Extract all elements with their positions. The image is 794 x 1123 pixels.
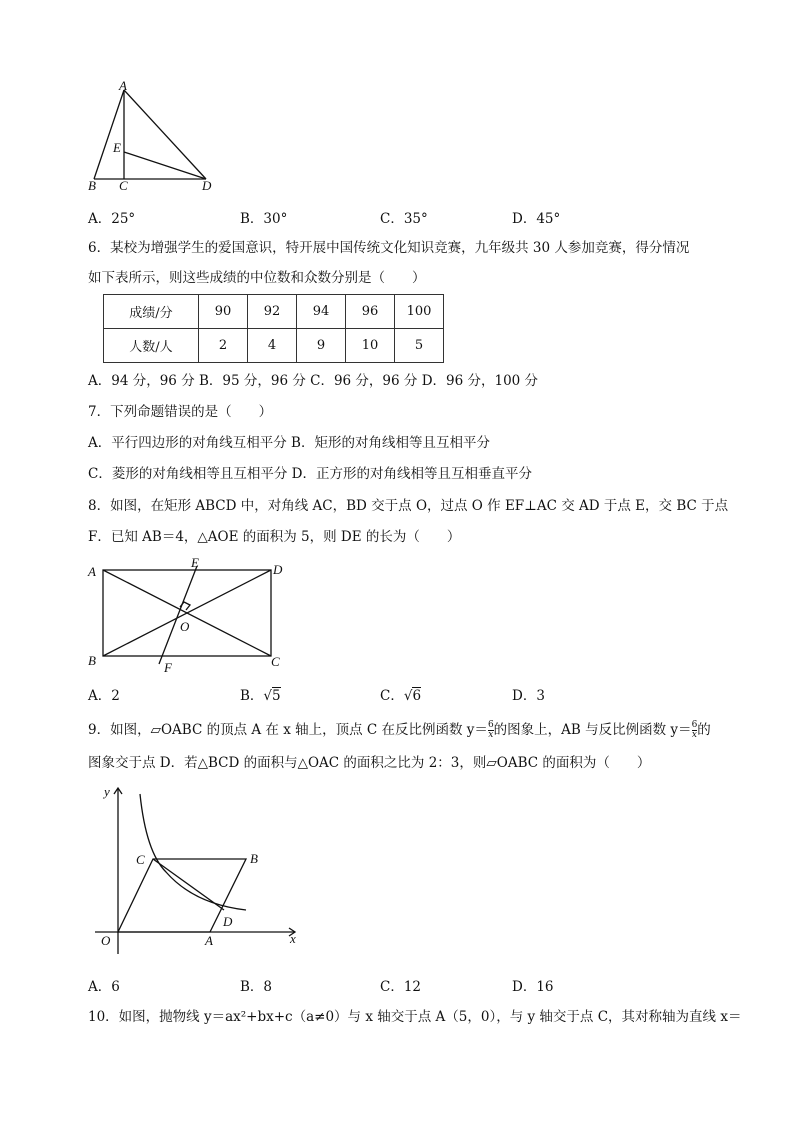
table-cell: 4 bbox=[248, 329, 297, 363]
q8-right-angle-mark bbox=[180, 602, 190, 610]
q8-rectangle-figure bbox=[82, 556, 292, 674]
q9-label-a: A bbox=[205, 933, 213, 948]
q5-option-b: B．30° bbox=[240, 211, 288, 227]
q5-label-d: D bbox=[202, 178, 212, 193]
q5-line-ab bbox=[94, 90, 124, 179]
q8-option-c bbox=[380, 684, 421, 704]
q9-stem-part3: 的 bbox=[697, 722, 711, 738]
q5-option-c: C．35° bbox=[380, 211, 428, 227]
q8-option-c-radicand: 6 bbox=[412, 688, 422, 704]
q5-label-e: E bbox=[113, 140, 121, 155]
table-cell: 9 bbox=[297, 329, 346, 363]
table-cell: 5 bbox=[395, 329, 444, 363]
q8-option-a: A．2 bbox=[88, 688, 120, 704]
q6-stem-line1: 6．某校为增强学生的爱国意识，特开展中国传统文化知识竞赛，九年级共 30 人参加竞赛，得分情况 bbox=[88, 240, 690, 256]
q8-option-b-label: B． bbox=[240, 688, 264, 704]
q9-stem-part1: 9．如图，▱OABC 的顶点 A 在 x 轴上，顶点 C 在反比例函数 y＝ bbox=[88, 722, 488, 738]
q5-option-a: A．25° bbox=[88, 211, 136, 227]
q9-option-d: D．16 bbox=[512, 979, 554, 995]
q9-frac2-den: x bbox=[691, 730, 697, 740]
q8-label-f: F bbox=[164, 660, 172, 674]
q8-option-d: D．3 bbox=[512, 688, 545, 704]
sqrt-icon: √ bbox=[263, 688, 273, 704]
q9-stem-part2: 的图象上，AB 与反比例函数 y＝ bbox=[493, 722, 692, 738]
q8-label-d: D bbox=[273, 562, 283, 577]
q9-label-d: D bbox=[223, 914, 233, 929]
q8-label-c: C bbox=[271, 654, 280, 669]
table-row bbox=[104, 329, 444, 363]
q8-label-b: B bbox=[88, 653, 96, 668]
q9-option-a: A．6 bbox=[88, 979, 120, 995]
table-cell: 成绩/分 bbox=[104, 295, 199, 329]
q9-label-b: B bbox=[250, 851, 258, 866]
table-cell: 94 bbox=[297, 295, 346, 329]
q10-stem-line1: 10．如图，抛物线 y＝ax²+bx+c（a≠0）与 x 轴交于点 A（5，0），与 y 轴交于点 C，其对称轴为直线 x＝ bbox=[88, 1009, 742, 1025]
q6-stem-line2: 如下表所示，则这些成绩的中位数和众数分别是（ ） bbox=[88, 270, 426, 286]
table-cell: 100 bbox=[395, 295, 444, 329]
q9-label-c: C bbox=[136, 852, 145, 867]
q6-options: A．94 分，96 分 B．95 分，96 分 C．96 分，96 分 D．96 分，100 分 bbox=[88, 373, 539, 389]
q7-stem: 7．下列命题错误的是（ ） bbox=[88, 404, 273, 420]
q9-frac2-num: 6 bbox=[691, 720, 698, 730]
q8-label-o: O bbox=[180, 619, 190, 634]
table-row bbox=[104, 295, 444, 329]
q8-label-e: E bbox=[191, 556, 199, 570]
table-cell: 2 bbox=[199, 329, 248, 363]
q9-parallelogram-figure bbox=[90, 782, 310, 957]
q7-options-line1: A．平行四边形的对角线互相平分 B．矩形的对角线相等且互相平分 bbox=[88, 435, 490, 451]
q8-option-b bbox=[240, 684, 281, 704]
q7-options-line2: C．菱形的对角线相等且互相平分 D．正方形的对角线相等且互相垂直平分 bbox=[88, 466, 532, 482]
q9-frac1-den: x bbox=[488, 730, 494, 740]
table-cell: 96 bbox=[346, 295, 395, 329]
q8-option-b-radicand: 5 bbox=[272, 688, 281, 704]
q5-option-d: D．45° bbox=[512, 211, 561, 227]
q9-label-y: y bbox=[104, 784, 110, 799]
q5-label-b: B bbox=[88, 178, 96, 193]
q9-label-o: O bbox=[101, 933, 111, 948]
table-cell: 人数/人 bbox=[104, 329, 199, 363]
q5-label-c: C bbox=[119, 178, 128, 193]
q9-frac1-num: 6 bbox=[487, 720, 494, 730]
q9-label-x: x bbox=[290, 931, 296, 946]
q9-option-c: C．12 bbox=[380, 979, 422, 995]
q8-stem-line1: 8．如图，在矩形 ABCD 中，对角线 AC，BD 交于点 O，过点 O 作 EF⊥AC 交 AD 于点 E，交 BC 于点 bbox=[88, 498, 729, 514]
table-cell: 92 bbox=[248, 295, 297, 329]
q5-triangle-figure bbox=[80, 80, 220, 195]
q9-stem-line1 bbox=[88, 720, 711, 740]
q8-option-c-label: C． bbox=[380, 688, 404, 704]
sqrt-icon: √ bbox=[403, 688, 413, 704]
table-cell: 90 bbox=[199, 295, 248, 329]
q5-label-a: A bbox=[119, 80, 127, 93]
q8-label-a: A bbox=[88, 564, 96, 579]
q9-option-b: B．8 bbox=[240, 979, 273, 995]
table-cell: 10 bbox=[346, 329, 395, 363]
q6-score-table bbox=[103, 294, 444, 363]
q8-stem-line2: F．已知 AB＝4，△AOE 的面积为 5，则 DE 的长为（ ） bbox=[88, 529, 461, 545]
q9-stem-line2: 图象交于点 D．若△BCD 的面积与△OAC 的面积之比为 2：3，则▱OABC 的面积为（ ） bbox=[88, 755, 651, 771]
